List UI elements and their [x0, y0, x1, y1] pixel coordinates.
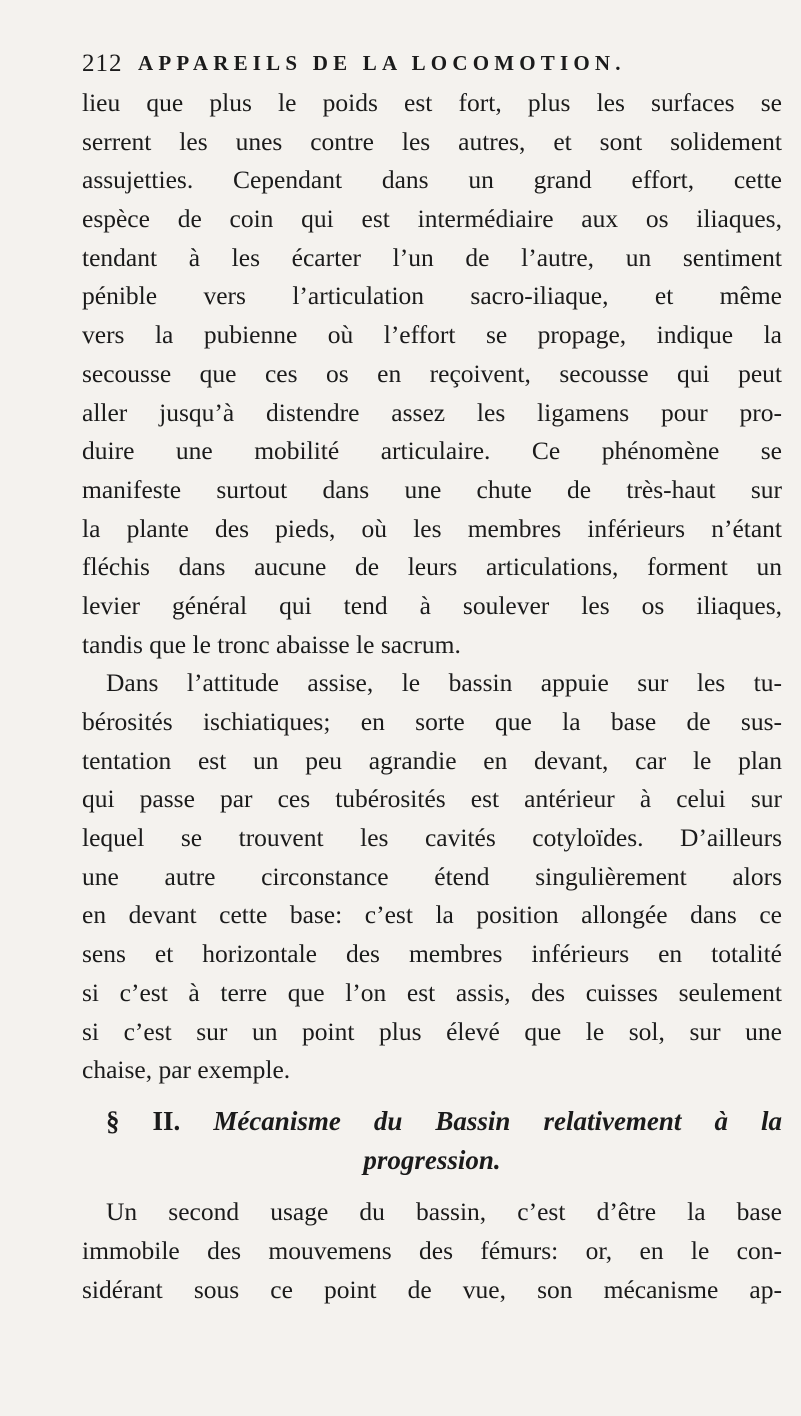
- text-line: chaise, par exemple.: [82, 1055, 291, 1085]
- section-mark: § II.: [106, 1105, 181, 1136]
- text-line: qui passe par ces tubérosités est antérieur à celui sur: [82, 784, 782, 814]
- text-line: si c’est sur un point plus élevé que le sol, sur une: [82, 1016, 782, 1046]
- text-line: vers la pubienne où l’effort se propage, indique la: [82, 320, 782, 350]
- text-line: lequel se trouvent les cavités cotyloïdes. D’ailleurs: [82, 823, 782, 853]
- text-line: lieu que plus le poids est fort, plus les surfaces se: [82, 88, 782, 117]
- text-line: aller jusqu’à distendre assez les ligamens pour pro-: [82, 397, 782, 427]
- text-line: pénible vers l’articulation sacro-iliaque, et même: [82, 281, 782, 311]
- text-line: tentation est un peu agrandie en devant, car le plan: [82, 745, 782, 775]
- book-page: [82, 44, 782, 1309]
- text-line: Dans l’attitude assise, le bassin appuie sur les tu-: [106, 668, 782, 698]
- text-line: secousse que ces os en reçoivent, secousse qui peut: [82, 358, 782, 388]
- text-line: sens et horizontale des membres inférieurs en totalité: [82, 939, 782, 969]
- section-heading: [82, 1102, 782, 1179]
- paragraph-2: [82, 664, 782, 1090]
- text-line: manifeste surtout dans une chute de très-haut sur: [82, 474, 782, 504]
- section-title-part-2: progression.: [363, 1144, 501, 1175]
- text-line: une autre circonstance étend singulièrement alors: [82, 861, 782, 891]
- section-heading-line-1: [82, 1102, 782, 1141]
- text-line: espèce de coin qui est intermédiaire aux os iliaques,: [82, 204, 782, 234]
- section-title-part-1: Mécanisme du Bassin relativement à la: [213, 1105, 782, 1136]
- running-title: APPAREILS DE LA LOCOMOTION.: [138, 51, 626, 75]
- text-line: tendant à les écarter l’un de l’autre, un sentiment: [82, 242, 782, 272]
- text-line: tandis que le tronc abaisse le sacrum.: [82, 629, 461, 659]
- text-line: bérosités ischiatiques; en sorte que la base de sus-: [82, 707, 782, 736]
- text-line: en devant cette base: c’est la position allongée dans ce: [82, 900, 782, 930]
- text-line: levier général qui tend à soulever les os iliaques,: [82, 590, 782, 620]
- text-line: si c’est à terre que l’on est assis, des cuisses seulement: [82, 977, 782, 1007]
- text-line: immobile des mouvemens des fémurs: or, en le con-: [82, 1235, 782, 1265]
- text-line: la plante des pieds, où les membres inférieurs n’étant: [82, 513, 782, 543]
- page-number: 212: [82, 50, 123, 77]
- text-line: duire une mobilité articulaire. Ce phénomène se: [82, 436, 782, 466]
- text-line: Un second usage du bassin, c’est d’être la base: [106, 1197, 782, 1227]
- text-line: serrent les unes contre les autres, et sont solidement: [82, 126, 782, 156]
- paragraph-3: [82, 1193, 782, 1309]
- running-head: [82, 44, 782, 84]
- paragraph-1: [82, 84, 782, 664]
- text-line: sidérant sous ce point de vue, son mécanisme ap-: [82, 1274, 782, 1304]
- text-line: fléchis dans aucune de leurs articulations, forment un: [82, 552, 782, 582]
- text-line: assujetties. Cependant dans un grand effort, cette: [82, 165, 782, 195]
